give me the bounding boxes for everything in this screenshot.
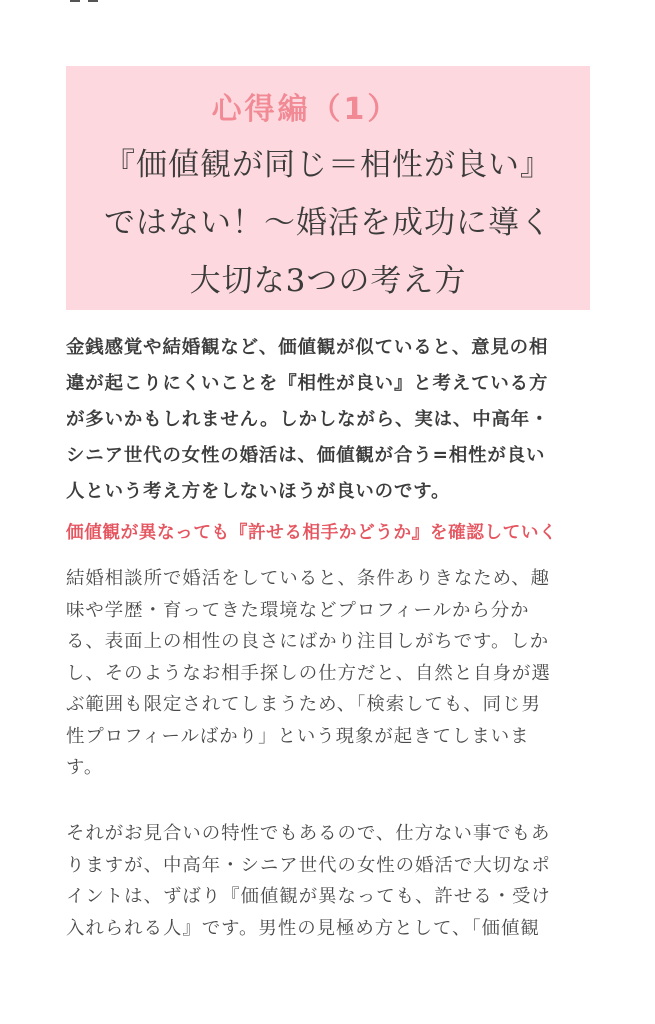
body-line: イントは、ずばり『価値観が異なっても、許せる・受け xyxy=(66,886,551,907)
body-line: それがお見合いの特性でもあるので、仕方ない事でもあ xyxy=(66,823,551,844)
title-line: 『価値観が同じ＝相性が良い』 xyxy=(104,147,552,183)
body-line: りますが、中高年・シニア世代の女性の婚活で大切なポ xyxy=(66,854,551,876)
title-line: ではない！〜婚活を成功に導く xyxy=(104,205,552,241)
body-line: 味や学歴・育ってきた環境などプロフィールから分か xyxy=(66,599,530,621)
body-line: 性プロフィールばかり」という現象が起きてしまいま xyxy=(66,725,530,747)
intro-line: 金銭感覚や結婚観など、価値観が似ていると、意見の相 xyxy=(66,337,549,358)
body-line: 結婚相談所で婚活をしていると、条件ありきなため、趣 xyxy=(66,568,551,589)
intro-line: 違が起こりにくいことを『相性が良い』と考えている方 xyxy=(66,373,549,394)
top-decoration xyxy=(70,0,110,6)
section-heading: 価値観が異なっても『許せる相手かどうか』を確認していく xyxy=(66,522,558,543)
body-line: 入れられる人』です。男性の見極め方として、「価値観 xyxy=(66,917,540,939)
intro-paragraph xyxy=(66,330,590,510)
section-label: 心得編（1） xyxy=(211,92,401,127)
title-line: 大切な3つの考え方 xyxy=(189,263,467,299)
intro-line: が多いかもしれません。しかしながら、実は、中高年・ xyxy=(66,409,550,430)
body-line: す。 xyxy=(66,757,104,778)
page-title xyxy=(66,136,590,310)
body-line: る、表面上の相性の良さにばかり注目しがちです。しか xyxy=(66,631,550,652)
body-line: ぶ範囲も限定されてしまうため、「検索しても、同じ男 xyxy=(66,694,541,715)
intro-line: 人という考え方をしないほうが良いのです。 xyxy=(66,481,451,502)
body-paragraph-1 xyxy=(66,563,590,784)
body-line: し、そのようなお相手探しの仕方だと、自然と自身が選 xyxy=(66,662,551,684)
title-banner xyxy=(66,66,590,310)
intro-line: シニア世代の女性の婚活は、価値観が合う=相性が良い xyxy=(66,445,546,466)
body-paragraph-2 xyxy=(66,818,590,944)
